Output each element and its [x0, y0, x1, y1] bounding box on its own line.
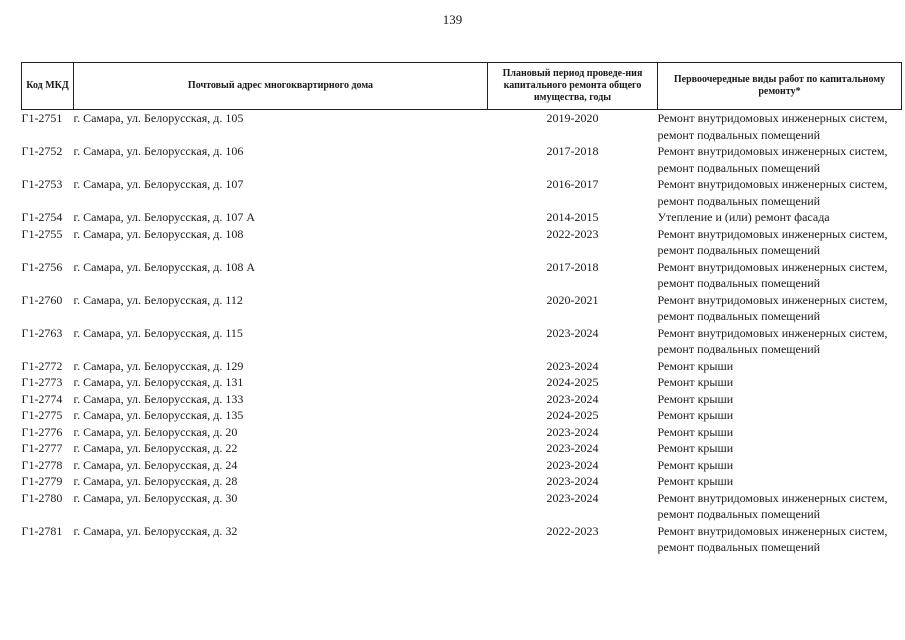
- row-address: г. Самара, ул. Белорусская, д. 129: [73, 358, 244, 373]
- row-address: г. Самара, ул. Белорусская, д. 131: [73, 375, 244, 389]
- row-period: 2014-2015: [546, 210, 599, 224]
- work-line: Ремонт крыши: [657, 424, 734, 439]
- row-works: [658, 110, 902, 144]
- header-works: Первоочередные виды работ по капитальному ремонту*: [658, 63, 902, 110]
- work-line: Ремонт внутридомовых инженерных систем,: [657, 259, 888, 274]
- row-period: 2023-2024: [546, 490, 599, 505]
- row-period: 2022-2023: [546, 226, 599, 241]
- work-line: ремонт подвальных помещений: [657, 127, 821, 142]
- work-line: Ремонт внутридомовых инженерных систем,: [657, 490, 888, 505]
- row-works: [658, 424, 902, 441]
- row-works: [658, 176, 902, 209]
- row-works: [658, 374, 902, 391]
- row-period: 2017-2018: [546, 144, 599, 158]
- row-code: Г1-2779: [21, 474, 63, 488]
- row-period: 2019-2020: [546, 111, 599, 125]
- work-line: ремонт подвальных помещений: [657, 540, 821, 554]
- row-address: г. Самара, ул. Белорусская, д. 133: [73, 391, 244, 406]
- work-line: Ремонт внутридомовых инженерных систем,: [657, 177, 888, 191]
- row-period: 2024-2025: [546, 408, 599, 422]
- work-line: Ремонт крыши: [657, 441, 734, 455]
- row-address: г. Самара, ул. Белорусская, д. 112: [73, 292, 243, 307]
- row-period: 2020-2021: [546, 292, 599, 307]
- row-code: Г1-2763: [21, 325, 63, 340]
- header-code: Код МКД: [22, 63, 74, 110]
- work-line: Ремонт крыши: [657, 408, 734, 422]
- work-line: Ремонт внутридомовых инженерных систем,: [657, 292, 888, 307]
- row-works: [658, 259, 902, 292]
- work-line: ремонт подвальных помещений: [657, 309, 821, 323]
- row-period: 2022-2023: [546, 523, 599, 538]
- row-address: г. Самара, ул. Белорусская, д. 115: [73, 325, 243, 340]
- row-address: г. Самара, ул. Белорусская, д. 30: [73, 490, 238, 505]
- row-code: Г1-2780: [21, 490, 63, 505]
- work-line: Ремонт крыши: [657, 358, 734, 373]
- row-address: г. Самара, ул. Белорусская, д. 107: [73, 177, 244, 191]
- row-works: [658, 440, 902, 457]
- row-works: [658, 209, 902, 226]
- table-row: [22, 110, 902, 144]
- work-line: ремонт подвальных помещений: [657, 342, 821, 356]
- work-line: Ремонт внутридомовых инженерных систем,: [657, 523, 888, 538]
- work-line: Ремонт крыши: [657, 457, 734, 472]
- work-line: ремонт подвальных помещений: [657, 193, 821, 208]
- work-line: ремонт подвальных помещений: [657, 276, 821, 290]
- row-code: Г1-2773: [21, 375, 63, 389]
- row-code: Г1-2777: [21, 441, 63, 455]
- row-address: г. Самара, ул. Белорусская, д. 22: [73, 441, 238, 455]
- row-code: Г1-2781: [21, 523, 63, 538]
- row-address: г. Самара, ул. Белорусская, д. 107 А: [73, 210, 255, 224]
- row-works: [658, 473, 902, 490]
- work-line: ремонт подвальных помещений: [657, 160, 821, 175]
- row-address: г. Самара, ул. Белорусская, д. 32: [73, 523, 238, 538]
- row-works: [658, 358, 902, 375]
- row-code: Г1-2778: [21, 457, 63, 472]
- row-works: [658, 292, 902, 325]
- row-address: г. Самара, ул. Белорусская, д. 135: [73, 408, 244, 422]
- table-row: [22, 374, 902, 391]
- table-row: [22, 523, 902, 556]
- work-line: Ремонт внутридомовых инженерных систем,: [657, 325, 888, 340]
- row-address: г. Самара, ул. Белорусская, д. 20: [73, 424, 238, 439]
- table-row: [22, 407, 902, 424]
- row-code: Г1-2774: [21, 391, 63, 406]
- header-period: Плановый период проведе-ния капитального ремонта общего имущества, годы: [488, 63, 658, 110]
- table-row: [22, 226, 902, 259]
- row-works: [658, 407, 902, 424]
- row-works: [658, 523, 902, 556]
- row-code: Г1-2754: [21, 210, 63, 224]
- row-period: 2017-2018: [546, 259, 599, 274]
- row-period: 2024-2025: [546, 375, 599, 389]
- table-body: [22, 110, 902, 556]
- table-row: [22, 176, 902, 209]
- table-row: [22, 292, 902, 325]
- work-line: Ремонт крыши: [657, 474, 734, 488]
- row-works: [658, 457, 902, 474]
- row-works: [658, 226, 902, 259]
- table-row: [22, 424, 902, 441]
- row-works: [658, 490, 902, 523]
- work-line: Ремонт крыши: [657, 391, 734, 406]
- work-line: Ремонт внутридомовых инженерных систем,: [657, 144, 888, 158]
- work-line: Ремонт внутридомовых инженерных систем,: [657, 226, 888, 241]
- page-number: 139: [442, 12, 463, 27]
- row-period: 2023-2024: [546, 424, 599, 439]
- table-row: [22, 143, 902, 176]
- row-address: г. Самара, ул. Белорусская, д. 108 А: [73, 259, 255, 274]
- row-period: 2023-2024: [546, 391, 599, 406]
- row-works: [658, 325, 902, 358]
- row-period: 2023-2024: [546, 441, 599, 455]
- table-row: [22, 457, 902, 474]
- row-address: г. Самара, ул. Белорусская, д. 24: [73, 457, 238, 472]
- table-row: [22, 440, 902, 457]
- row-code: Г1-2753: [21, 177, 63, 191]
- row-period: 2016-2017: [546, 177, 599, 191]
- work-line: ремонт подвальных помещений: [657, 243, 821, 257]
- row-code: Г1-2756: [21, 259, 63, 274]
- table-row: [22, 325, 902, 358]
- table-row: [22, 209, 902, 226]
- row-code: Г1-2776: [21, 424, 63, 439]
- table-row: [22, 358, 902, 375]
- row-works: [658, 391, 902, 408]
- row-code: Г1-2775: [21, 408, 63, 422]
- table-row: [22, 391, 902, 408]
- row-address: г. Самара, ул. Белорусская, д. 106: [73, 144, 244, 158]
- row-code: Г1-2752: [21, 144, 63, 158]
- work-line: Утепление и (или) ремонт фасада: [657, 210, 830, 224]
- header-address: Почтовый адрес многоквартирного дома: [74, 63, 488, 110]
- row-code: Г1-2755: [21, 226, 63, 241]
- work-line: ремонт подвальных помещений: [657, 507, 821, 521]
- row-period: 2023-2024: [546, 474, 599, 488]
- row-code: Г1-2772: [21, 358, 63, 373]
- table-header: [22, 63, 902, 110]
- row-code: Г1-2751: [21, 111, 63, 125]
- work-line: Ремонт внутридомовых инженерных систем,: [657, 111, 888, 125]
- capital-repair-table: [21, 62, 902, 556]
- row-code: Г1-2760: [21, 292, 63, 307]
- table-row: [22, 473, 902, 490]
- row-address: г. Самара, ул. Белорусская, д. 108: [73, 226, 244, 241]
- row-works: [658, 143, 902, 176]
- row-period: 2023-2024: [546, 325, 599, 340]
- row-address: г. Самара, ул. Белорусская, д. 28: [73, 474, 238, 488]
- table-row: [22, 490, 902, 523]
- row-address: г. Самара, ул. Белорусская, д. 105: [73, 111, 244, 125]
- table-row: [22, 259, 902, 292]
- work-line: Ремонт крыши: [657, 375, 734, 389]
- row-period: 2023-2024: [546, 358, 599, 373]
- row-period: 2023-2024: [546, 457, 599, 472]
